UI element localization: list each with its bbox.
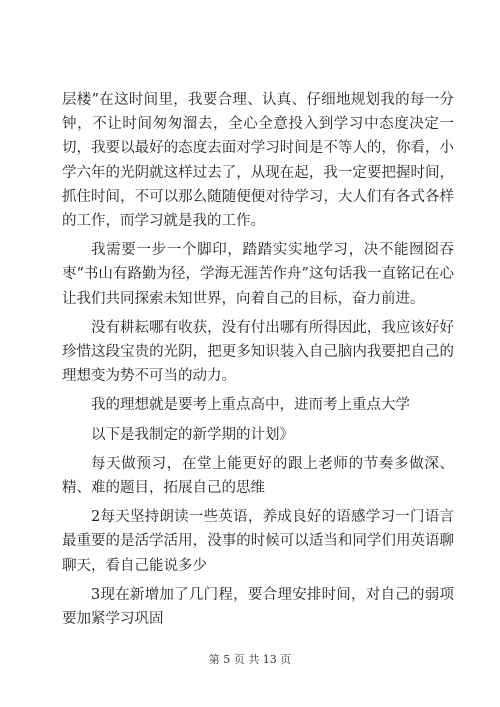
paragraph: 每天做预习，在堂上能更好的跟上老师的节奏多做深、精、难的题目，拓展自己的思维	[62, 455, 454, 497]
paragraph: 没有耕耘哪有收获，没有付出哪有所得因此，我应该好好珍惜这段宝贵的光阴，把更多知识装入自己脑内我要把自己的理想变为势不可当的动力。	[62, 319, 454, 385]
page-number-footer: 第 5 页 共 13 页	[208, 653, 292, 666]
document-body	[62, 88, 454, 631]
paragraph: 2每天坚持朗读一些英语，养成良好的语感学习一门语言最重要的是活学活用，没事的时候可以适当和同学们用英语聊聊天，看自己能说多少	[62, 509, 454, 574]
paragraph: 我需要一步一个脚印，踏踏实实地学习，决不能囫囵吞枣“书山有路勤为径，学海无涯苦作舟”这句话我一直铭记在心让我们共同探索未知世界，向着自己的目标，奋力前进。	[62, 242, 454, 307]
paragraph: 层楼”在这时间里，我要合理、认真、仔细地规划我的每一分钟，不让时间匆匆溜去，全心全意投入到学习中态度决定一切，我要以最好的态度去面对学习时间是不等人的，你看，小学六年的光阴就这样过去了，从现在起，我一定要把握时间，抓住时间，不可以那么随随便便对待学习，大人们有各式各样的工作，而学习就是我的工作。	[62, 92, 454, 230]
paragraph: 3现在新增加了几门程，要合理安排时间，对自己的弱项要加紧学习巩固	[62, 586, 454, 628]
paragraph: 以下是我制定的新学期的计划》	[91, 426, 294, 443]
paragraph: 我的理想就是要考上重点高中，进而考上重点大学	[91, 397, 410, 414]
